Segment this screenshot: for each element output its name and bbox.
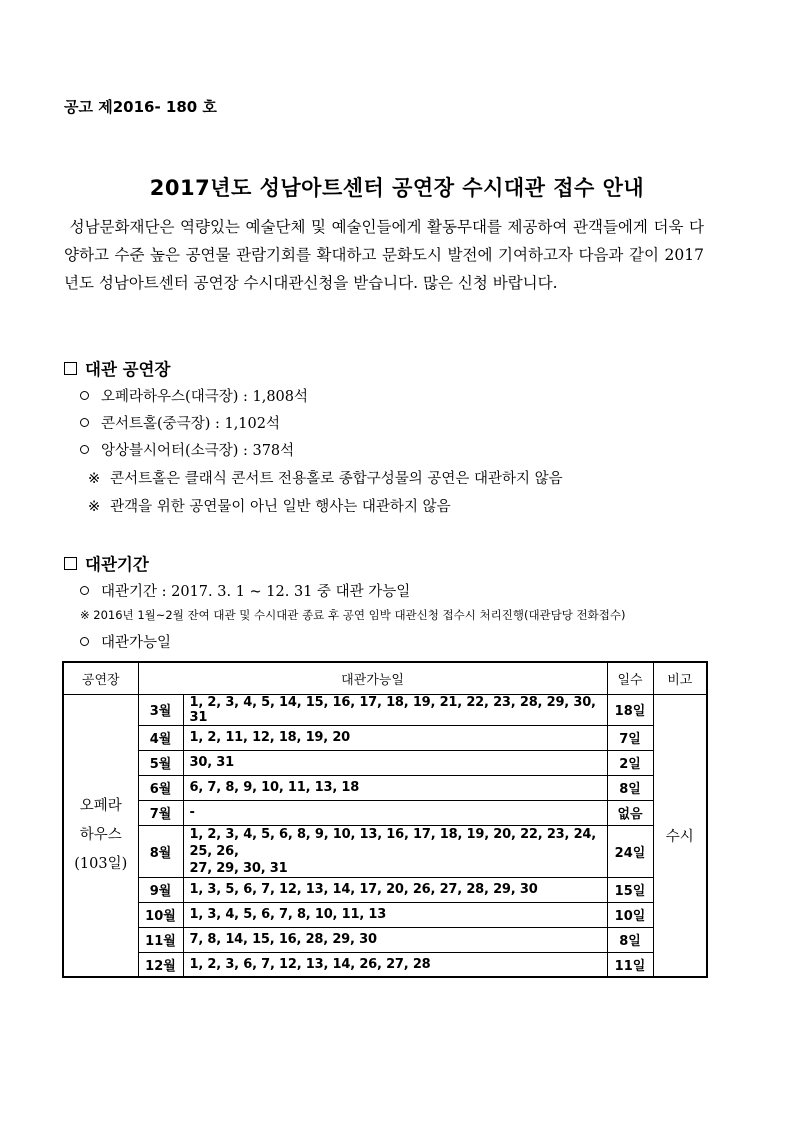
venue-note [88,467,563,488]
period-text: 대관기간 : 2017. 3. 1 ~ 12. 31 중 대관 가능일 [101,584,411,600]
venue-note [88,495,451,516]
dates-cell: 30, 31 [183,750,607,775]
days-cell: 24일 [607,825,653,877]
square-bullet-icon [64,362,77,375]
available-label: 대관가능일 [101,635,172,651]
dates-cell: 7, 8, 14, 15, 16, 28, 29, 30 [183,927,607,952]
month-cell: 5월 [138,750,183,775]
days-cell: 18일 [607,694,653,725]
days-cell: 없음 [607,800,653,825]
venue-name-line: 하우스 [79,826,122,843]
section-venues-title: 대관 공연장 [85,360,171,379]
venue-item [80,439,294,460]
dates-cell: 1, 3, 5, 6, 7, 12, 13, 14, 17, 20, 26, 27, 28, 29, 30 [183,877,607,902]
month-cell: 10월 [138,902,183,927]
header-dates: 대관가능일 [138,662,607,694]
days-cell: 8일 [607,927,653,952]
table-row [63,952,707,977]
dates-cell: - [183,800,607,825]
square-bullet-icon [64,557,77,570]
dates-cell: 1, 2, 3, 4, 5, 14, 15, 16, 17, 18, 19, 21, 22, 23, 28, 29, 30, 31 [183,694,607,725]
venue-item [80,412,280,433]
table-row [63,750,707,775]
month-cell: 11월 [138,927,183,952]
month-cell: 8월 [138,825,183,877]
days-cell: 7일 [607,725,653,750]
table-row [63,725,707,750]
circle-bullet-icon [80,418,89,427]
intro-paragraph [64,213,704,297]
section-period-title: 대관기간 [85,555,149,574]
dates-line: 1, 2, 3, 4, 5, 6, 8, 9, 10, 13, 16, 17, 18, 19, 20, 22, 23, 24, 25, 26, [189,826,597,859]
venue-cell [63,694,138,977]
circle-bullet-icon [80,445,89,454]
notice-number: 공고 제2016- 180 호 [64,98,217,116]
availability-table [62,661,708,978]
circle-bullet-icon [80,586,89,595]
month-cell: 9월 [138,877,183,902]
intro-text: 성남문화재단은 역량있는 예술단체 및 예술인들에게 활동무대를 제공하여 관객들에게 더욱 다양하고 수준 높은 공연물 관람기회를 확대하고 문화도시 발전에 기여하고자 다음과 같이 2017년도 성남아트센터 공연장 수시대관신청을 받습니다. 많은 신청 바랍니다. [64,218,704,292]
month-cell: 7월 [138,800,183,825]
header-days: 일수 [607,662,653,694]
table-row [63,902,707,927]
section-period-heading [64,551,149,575]
days-cell: 10일 [607,902,653,927]
table-header-row [63,662,707,694]
dates-cell: 6, 7, 8, 9, 10, 11, 13, 18 [183,775,607,800]
table-row [63,877,707,902]
dates-cell: 1, 2, 3, 6, 7, 12, 13, 14, 26, 27, 28 [183,952,607,977]
circle-bullet-icon [80,637,89,646]
available-label-item [80,631,171,652]
month-cell: 4월 [138,725,183,750]
venue-item-text: 콘서트홀(중극장) : 1,102석 [101,416,280,432]
dates-cell: 1, 3, 4, 5, 6, 7, 8, 10, 11, 13 [183,902,607,927]
month-cell: 3월 [138,694,183,725]
period-item [80,580,410,601]
table-row [63,775,707,800]
days-cell: 11일 [607,952,653,977]
remark-cell: 수시 [653,694,707,977]
reference-mark-icon: ※ [88,499,101,515]
table-row [63,825,707,877]
venue-item-text: 오페라하우스(대극장) : 1,808석 [101,389,308,405]
table-row [63,694,707,725]
page-title: 2017년도 성남아트센터 공연장 수시대관 접수 안내 [149,176,645,200]
days-cell: 2일 [607,750,653,775]
venue-note-text: 콘서트홀은 클래식 콘서트 전용홀로 종합구성물의 공연은 대관하지 않음 [110,471,563,487]
days-cell: 15일 [607,877,653,902]
venue-item-text: 앙상블시어터(소극장) : 378석 [101,443,295,459]
venue-days-total: (103일) [74,855,128,872]
table-row [63,927,707,952]
period-note: ※ 2016년 1월~2월 잔여 대관 및 수시대관 종료 후 공연 임박 대관신청 접수시 처리진행(대관담당 전화접수) [80,608,626,622]
reference-mark-icon: ※ [88,471,101,487]
table-row [63,800,707,825]
header-venue: 공연장 [63,662,138,694]
circle-bullet-icon [80,391,89,400]
header-remark: 비고 [653,662,707,694]
venue-name-line: 오페라 [79,797,122,814]
month-cell: 12월 [138,952,183,977]
dates-cell: 1, 2, 11, 12, 18, 19, 20 [183,725,607,750]
days-cell: 8일 [607,775,653,800]
dates-line: 27, 29, 30, 31 [189,860,288,876]
dates-cell [183,825,607,877]
venue-note-text: 관객을 위한 공연물이 아닌 일반 행사는 대관하지 않음 [110,499,451,515]
month-cell: 6월 [138,775,183,800]
venue-item [80,385,308,406]
section-venues-heading [64,356,170,380]
